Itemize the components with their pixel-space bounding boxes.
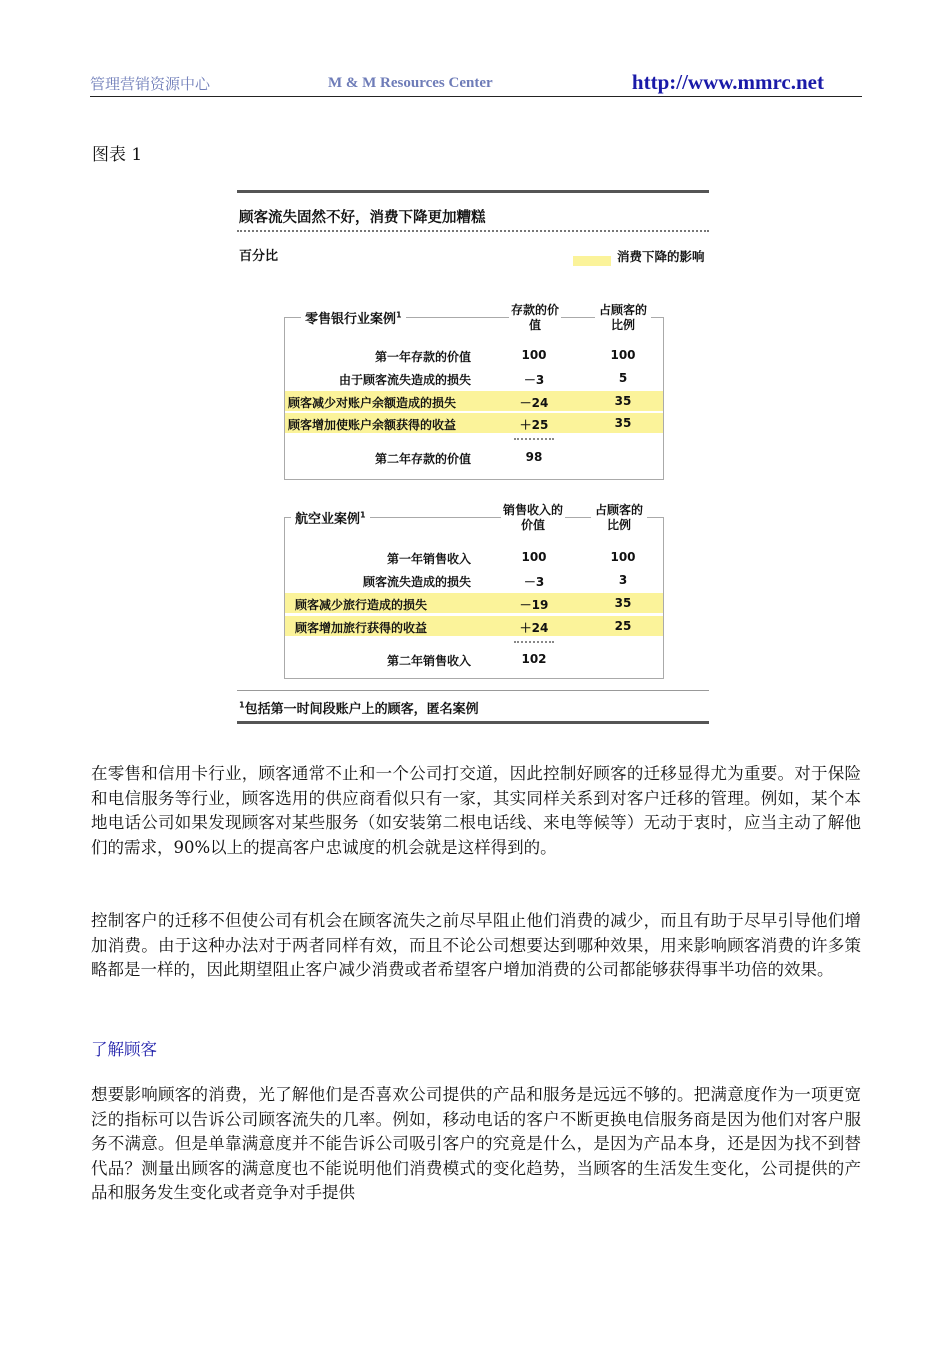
footnote-rule: [237, 690, 709, 691]
legend-swatch: [573, 256, 611, 266]
row-label: 第一年存款的价值: [374, 350, 471, 364]
row-share: 5: [618, 371, 628, 385]
legend-label: 消费下降的影响: [617, 249, 705, 264]
airline-footnote-mark: 1: [360, 510, 366, 520]
figure-footnote: [239, 698, 479, 717]
paragraph-3: 想要影响顾客的消费，光了解他们是否喜欢公司提供的产品和服务是远远不够的。把满意度作为一项更宽泛的指标可以告诉公司顾客流失的几率。例如，移动电话的客户不断更换电信服务商是因为他们对客户服务不满意。但是单靠满意度并不能告诉公司吸引客户的究竟是什么，是因为产品本身，还是因为找不到替代品？测量出顾客的满意度也不能说明他们消费模式的变化趋势，当顾客的生活发生变化，公司提供的产品和服务发生变化或者竞争对手提供: [91, 1085, 861, 1202]
total-row: [285, 447, 663, 467]
row-label: 顾客增加旅行获得的收益: [295, 621, 428, 635]
total-value: 98: [525, 450, 543, 464]
airline-col-customer-share: 占顾客的比例: [591, 503, 647, 533]
total-row: [285, 649, 663, 669]
figure-title: 顾客流失固然不好，消费下降更加糟糕: [239, 210, 486, 226]
row-value: －24: [519, 396, 549, 410]
airline-title-text: 航空业案例: [295, 512, 361, 527]
page-header: [90, 70, 862, 97]
retail-panel-title: [301, 308, 406, 327]
total-label: 第二年销售收入: [386, 654, 471, 668]
figure-bottom-rule: [237, 721, 709, 724]
row-value: －3: [523, 373, 545, 387]
sum-divider: [514, 641, 554, 645]
table-row: [285, 570, 663, 590]
sum-divider: [514, 438, 554, 442]
table-row-highlighted: [285, 616, 663, 636]
table-row: [285, 547, 663, 567]
row-value: 100: [521, 348, 547, 362]
row-label: 顾客减少旅行造成的损失: [295, 598, 428, 612]
figure-title-divider: [237, 230, 709, 234]
figure-top-rule: [237, 190, 709, 193]
table-row: [285, 368, 663, 388]
row-share: 35: [614, 394, 632, 408]
row-share: 3: [618, 573, 628, 587]
row-value: 100: [521, 550, 547, 564]
row-share: 25: [614, 619, 632, 633]
paragraph-2: 控制客户的迁移不但使公司有机会在顾客流失之前尽早阻止他们消费的减少，而且有助于尽早引导他们增加消费。由于这种办法对于两者同样有效，而且不论公司想要达到哪种效果，用来影响顾客消费的许多策略都是一样的，因此期望阻止客户减少消费或者希望客户增加消费的公司都能够获得事半功倍的效果。: [91, 911, 861, 979]
footnote-mark: 1: [239, 700, 245, 710]
total-label: 第二年存款的价值: [374, 452, 471, 466]
row-share: 100: [610, 348, 636, 362]
header-org-cn: 管理营销资源中心: [90, 75, 211, 93]
row-value: ＋25: [519, 418, 549, 432]
airline-panel-title: [291, 508, 370, 527]
row-value: ＋24: [519, 621, 549, 635]
retail-col-customer-share: 占顾客的比例: [595, 303, 651, 333]
total-value: 102: [521, 652, 547, 666]
section-title: 了解顾客: [91, 1040, 157, 1059]
table-row-highlighted: [285, 593, 663, 613]
row-label: 顾客减少对账户余额造成的损失: [288, 396, 457, 410]
header-url-link[interactable]: http://www.mmrc.net: [631, 70, 824, 94]
figure-chart: [237, 190, 709, 730]
figure-unit: 百分比: [239, 249, 279, 264]
airline-col-revenue-value: 销售收入的价值: [502, 503, 563, 532]
retail-panel: [284, 303, 664, 480]
retail-title-text: 零售银行业案例: [305, 312, 397, 327]
table-row-highlighted: [285, 413, 663, 433]
row-value: －19: [519, 598, 549, 612]
figure-caption: 图表 1: [92, 145, 143, 165]
row-value: －3: [523, 575, 545, 589]
row-label: 顾客流失造成的损失: [362, 575, 471, 589]
retail-footnote-mark: 1: [396, 310, 402, 320]
row-share: 100: [610, 550, 636, 564]
row-share: 35: [614, 596, 632, 610]
footnote-text: 包括第一时间段账户上的顾客，匿名案例: [244, 702, 479, 717]
table-row-highlighted: [285, 391, 663, 411]
row-share: 35: [614, 416, 632, 430]
table-row: [285, 345, 663, 365]
retail-col-deposit-value: 存款的价值: [510, 303, 559, 332]
paragraph-1: 在零售和信用卡行业，顾客通常不止和一个公司打交道，因此控制好顾客的迁移显得尤为重要。对于保险和电信服务等行业，顾客选用的供应商看似只有一家，其实同样关系到对客户迁移的管理。例如，某个本地电话公司如果发现顾客对某些服务（如安装第二根电话线、来电等候等）无动于衷时，应当主动了解他们的需求，90%以上的提高客户忠诚度的机会就是这样得到的。: [91, 764, 861, 857]
row-label: 由于顾客流失造成的损失: [338, 373, 471, 387]
header-org-en: M & M Resources Center: [328, 75, 493, 91]
row-label: 第一年销售收入: [386, 552, 471, 566]
airline-panel: [284, 503, 664, 679]
row-label: 顾客增加使账户余额获得的收益: [288, 418, 457, 432]
